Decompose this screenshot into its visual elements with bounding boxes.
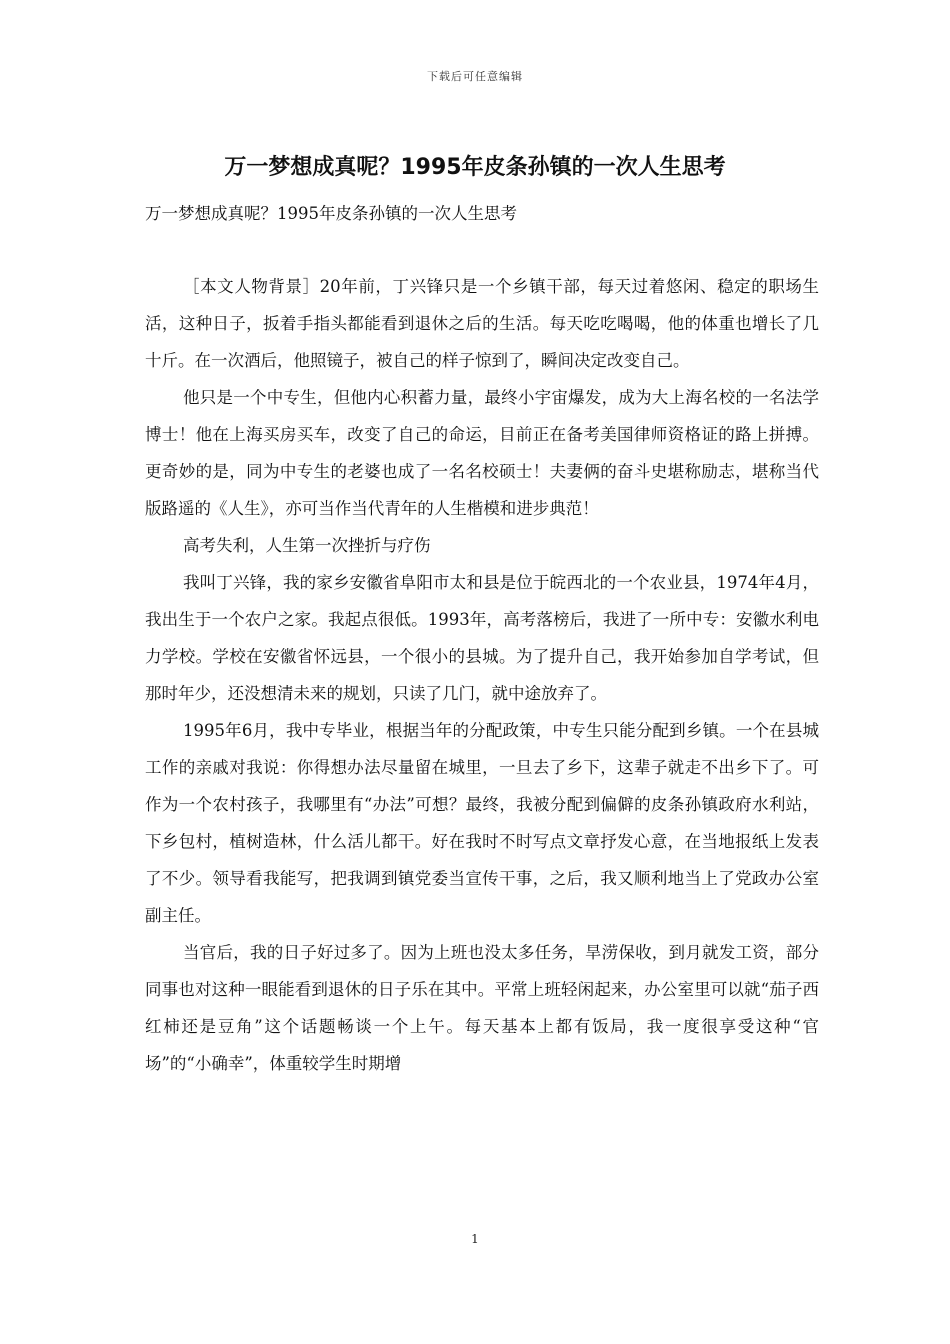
page-number: 1 [471,1232,479,1246]
section-heading: 高考失利，人生第一次挫折与疗伤 [183,536,431,555]
paragraph-graduation: 1995年6月，我中专毕业，根据当年的分配政策，中专生只能分配到乡镇。一个在县城工作的亲戚对我说：你得想办法尽量留在城里，一旦去了乡下，这辈子就走不出乡下了。可作为一个农村孩子，我哪里有“办法”可想？最终，我被分配到偏僻的皮条孙镇政府水利站，下乡包村，植树造林，什么活儿都干。好在我时不时写点文章抒发心意，在当地报纸上发表了不少。领导看我能写，把我调到镇党委当宣传干事，之后，我又顺利地当上了党政办公室副主任。 [145,721,819,925]
paragraph-official-life: 当官后，我的日子好过多了。因为上班也没太多任务，旱涝保收，到月就发工资，部分同事也对这种一眼能看到退休的日子乐在其中。平常上班轻闲起来，办公室里可以就“茄子西红柿还是豆角”这个话题畅谈一个上午。每天基本上都有饭局，我一度很享受这种“官场”的“小确幸”，体重较学生时期增 [145,943,819,1073]
paragraph-background: ［本文人物背景］20年前，丁兴锋只是一个乡镇干部，每天过着悠闲、稳定的职场生活，这种日子，扳着手指头都能看到退休之后的生活。每天吃吃喝喝，他的体重也增长了几十斤。在一次酒后，他照镜子，被自己的样子惊到了，瞬间决定改变自己。 [145,277,819,370]
document-subtitle: 万一梦想成真呢？1995年皮条孙镇的一次人生思考 [145,204,517,223]
paragraph-early-life: 我叫丁兴锋，我的家乡安徽省阜阳市太和县是位于皖西北的一个农业县，1974年4月，我出生于一个农户之家。我起点很低。1993年，高考落榜后，我进了一所中专：安徽水利电力学校。学校在安徽省怀远县，一个很小的县城。为了提升自己，我开始参加自学考试，但那时年少，还没想清未来的规划，只读了几门，就中途放弃了。 [145,573,819,703]
document-title: 万一梦想成真呢？1995年皮条孙镇的一次人生思考 [224,155,726,180]
paragraph-achievements: 他只是一个中专生，但他内心积蓄力量，最终小宇宙爆发，成为大上海名校的一名法学博士！他在上海买房买车，改变了自己的命运，目前正在备考美国律师资格证的路上拼搏。更奇妙的是，同为中专生的老婆也成了一名名校硕士！夫妻俩的奋斗史堪称励志，堪称当代版路遥的《人生》，亦可当作当代青年的人生楷模和进步典范！ [145,388,819,518]
document-body [145,268,819,1082]
header-note: 下载后可任意编辑 [427,70,523,83]
